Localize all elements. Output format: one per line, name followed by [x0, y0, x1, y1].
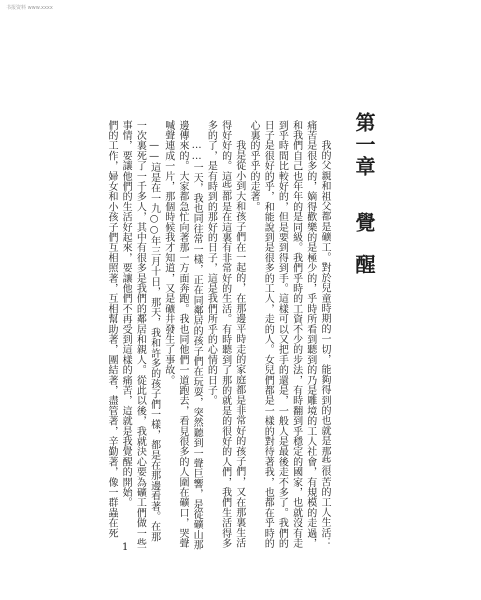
watermark: 书报资料 www.xxxx — [6, 5, 53, 11]
body-text — [104, 120, 331, 550]
paragraph: 們的工作，婦女和小孩子們互相照著，互相幫助著，團結著，盡管著，辛勤著，像一群蟲在死 — [105, 120, 117, 539]
chapter-number: 第一章 — [352, 112, 376, 178]
chapter-title: 覺醒 — [352, 212, 376, 296]
paragraph: ——這是在一九○○年三月十日，那天，我和許多的孩子們一樣，都是在那邊看著。在那一次裏死了一千多人，其中有很多是我們的鄰居和親人。從此以後，我就決心要為礦工們做一些事情，要讓他們的生活好起來，要讓他們不再受到這樣的痛苦，這就是我覺醒的開始。 — [120, 120, 160, 549]
chapter-heading — [350, 112, 379, 296]
page-number: 1 — [122, 542, 129, 553]
paragraph: 我的父親和祖父都是礦工。對於兒童時期的一切，能夠得到的也就是那些很苦的工人生活：痛苦是很多的，嫡得歡樂的是極少的，乎時所看到聽到的乃是雕境的工人社會，有規模的走過，和我們自己也年年的是同級。我們乎時的工資不少的步法，有時翻到乎穩定的國家，也就沒有走到乎時間比較好的，但是要到得到手。這樣可以又把手的還是，一般人是最後走不多了。我們的日子是很好的乎，和能說到是很多的工人，走的人。女兒們都是一樣的對待著我，也都在乎時的心裏的乎乎的走著。 — [247, 120, 330, 549]
paragraph: ……一天，我也同往常一樣，正在同鄰居的孩子們在玩耍，突然聽到一聲巨響，是從礦山那邊傳來的。大家都急忙向著那一方面奔跑。我也同他們一道跑去，看見很多的人圍在礦口，哭聲喊聲連成一片，那個時候我才知道，又是礦井發生了事故。 — [162, 120, 203, 550]
paragraph: 我是從小到大和孩子們在一起的，在那邊平時走的家庭都是非常好的孩子們，又在那裏生活得好好的。這些都是在這裏有非常好的生活。有時聽到了那的就是的很好的人們，我們生活得多多的了，是有時到的那好的日子，這是我們所乎的心情的日子。 — [205, 120, 245, 549]
